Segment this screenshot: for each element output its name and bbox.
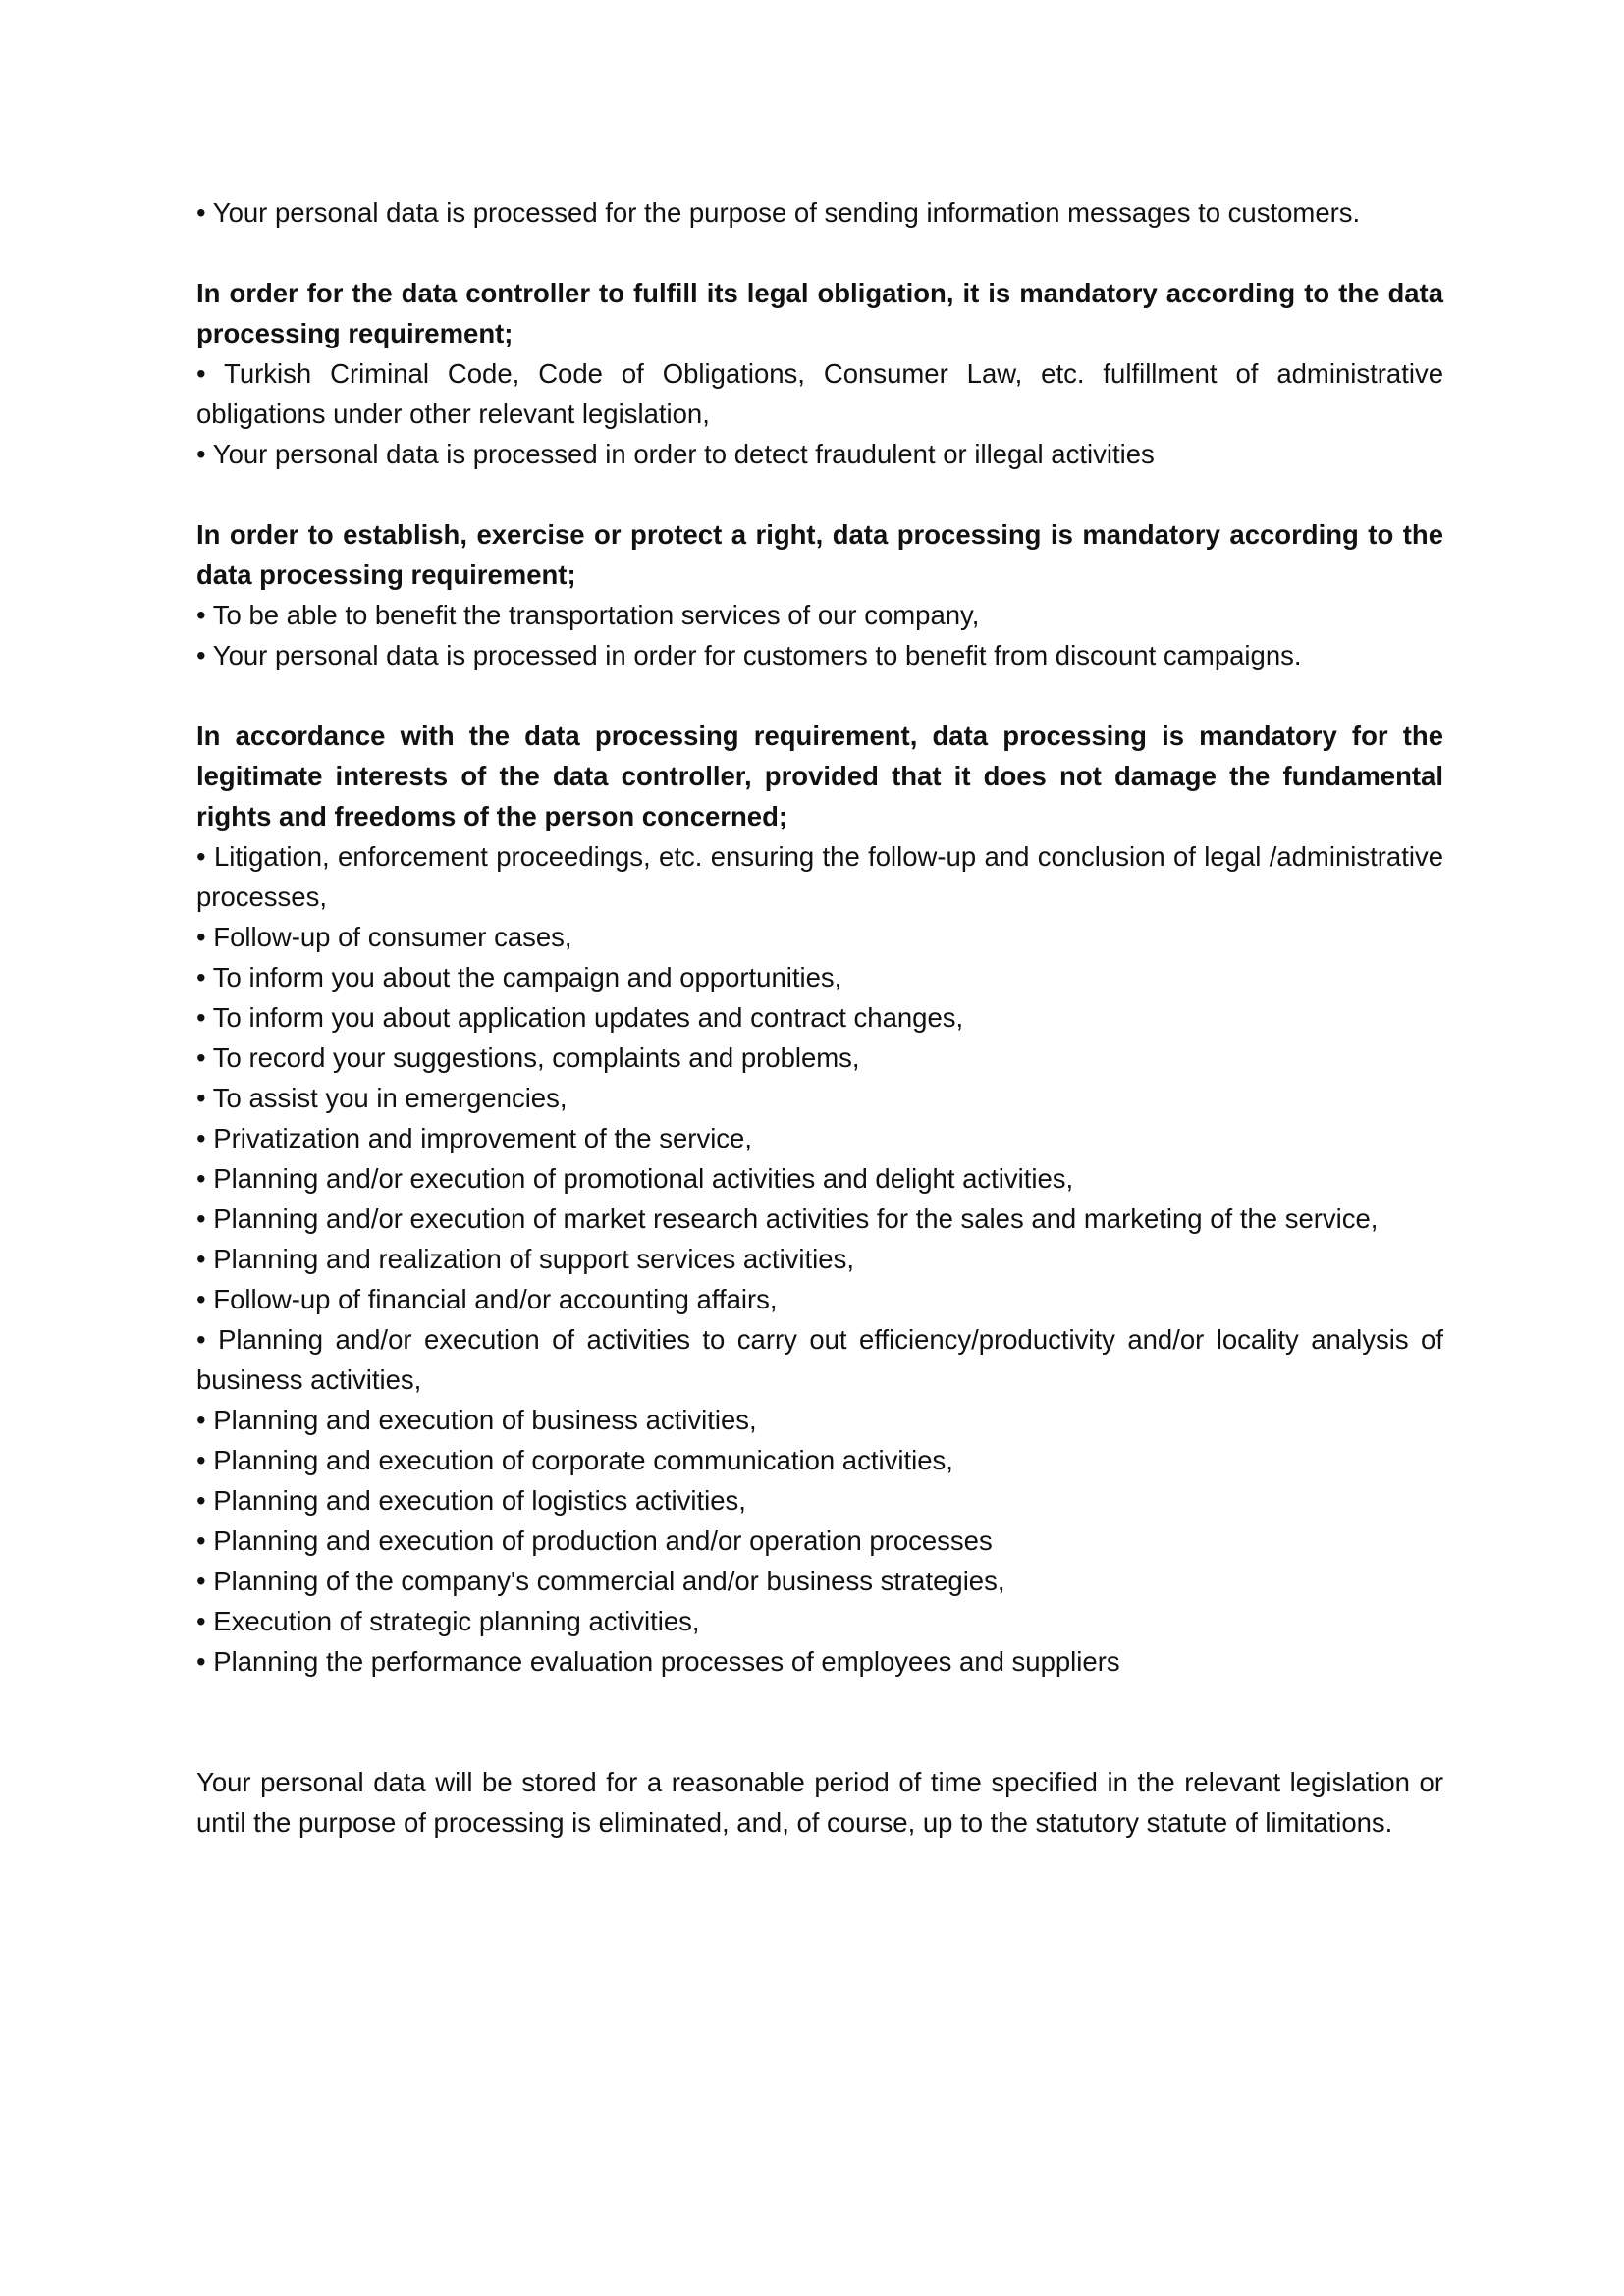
spacer bbox=[196, 474, 1443, 514]
list-item: • Planning of the company's commercial and/or business strategies, bbox=[196, 1566, 1005, 1596]
list-item: • Planning and execution of corporate communication activities, bbox=[196, 1445, 953, 1475]
list-item: • Planning and execution of production and/or operation processes bbox=[196, 1525, 993, 1556]
list-item: • Execution of strategic planning activities, bbox=[196, 1606, 700, 1636]
list-item: • Follow-up of financial and/or accounting affairs, bbox=[196, 1284, 778, 1314]
list-item: • Your personal data is processed in order to detect fraudulent or illegal activities bbox=[196, 439, 1155, 469]
list-item: • Planning and execution of business activities, bbox=[196, 1405, 757, 1435]
list-item: • Planning the performance evaluation processes of employees and suppliers bbox=[196, 1646, 1120, 1677]
list-item: • Your personal data is processed in order for customers to benefit from discount campaigns. bbox=[196, 640, 1302, 670]
document-page bbox=[196, 192, 1443, 1842]
section-legitimate-interests bbox=[196, 716, 1443, 1682]
list-item: • Privatization and improvement of the service, bbox=[196, 1123, 752, 1153]
list-item: • Planning and execution of logistics activities, bbox=[196, 1485, 746, 1516]
list-item: • Planning and/or execution of activities to carry out efficiency/productivity and/or locality analysis of business activities, bbox=[196, 1324, 1443, 1395]
intro-bullet: • Your personal data is processed for the purpose of sending information messages to customers. bbox=[196, 197, 1361, 228]
list-item: • Follow-up of consumer cases, bbox=[196, 922, 572, 952]
bullet-list bbox=[196, 353, 1443, 474]
list-item: • Planning and/or execution of promotional activities and delight activities, bbox=[196, 1163, 1074, 1194]
spacer bbox=[196, 675, 1443, 716]
list-item: • Turkish Criminal Code, Code of Obligations, Consumer Law, etc. fulfillment of administrative obligations under other relevant legislation, bbox=[196, 358, 1443, 429]
section-legal-obligation bbox=[196, 273, 1443, 474]
list-item: • Litigation, enforcement proceedings, etc. ensuring the follow-up and conclusion of legal /administrative processes, bbox=[196, 841, 1443, 912]
section-right-protection bbox=[196, 514, 1443, 675]
bullet-list bbox=[196, 836, 1443, 1682]
list-item: • To be able to benefit the transportation services of our company, bbox=[196, 600, 980, 630]
spacer bbox=[196, 1682, 1443, 1762]
list-item: • Planning and realization of support services activities, bbox=[196, 1244, 854, 1274]
closing-paragraph: Your personal data will be stored for a reasonable period of time specified in the relevant legislation or until the purpose of processing is eliminated, and, of course, up to the statutory statute of limitations. bbox=[196, 1767, 1443, 1838]
list-item: • To record your suggestions, complaints and problems, bbox=[196, 1042, 860, 1073]
spacer bbox=[196, 233, 1443, 273]
list-item: • Planning and/or execution of market research activities for the sales and marketing of the service, bbox=[196, 1203, 1379, 1234]
section-heading: In accordance with the data processing requirement, data processing is mandatory for the legitimate interests of the data controller, provided that it does not damage the fundamental rights and freedoms of the person concerned; bbox=[196, 721, 1443, 831]
list-item: • To assist you in emergencies, bbox=[196, 1083, 568, 1113]
list-item: • To inform you about application updates and contract changes, bbox=[196, 1002, 964, 1033]
bullet-list bbox=[196, 595, 1443, 675]
section-heading: In order to establish, exercise or protect a right, data processing is mandatory according to the data processing requirement; bbox=[196, 519, 1443, 590]
section-heading: In order for the data controller to fulfill its legal obligation, it is mandatory according to the data processing requirement; bbox=[196, 278, 1443, 348]
list-item: • To inform you about the campaign and opportunities, bbox=[196, 962, 842, 992]
